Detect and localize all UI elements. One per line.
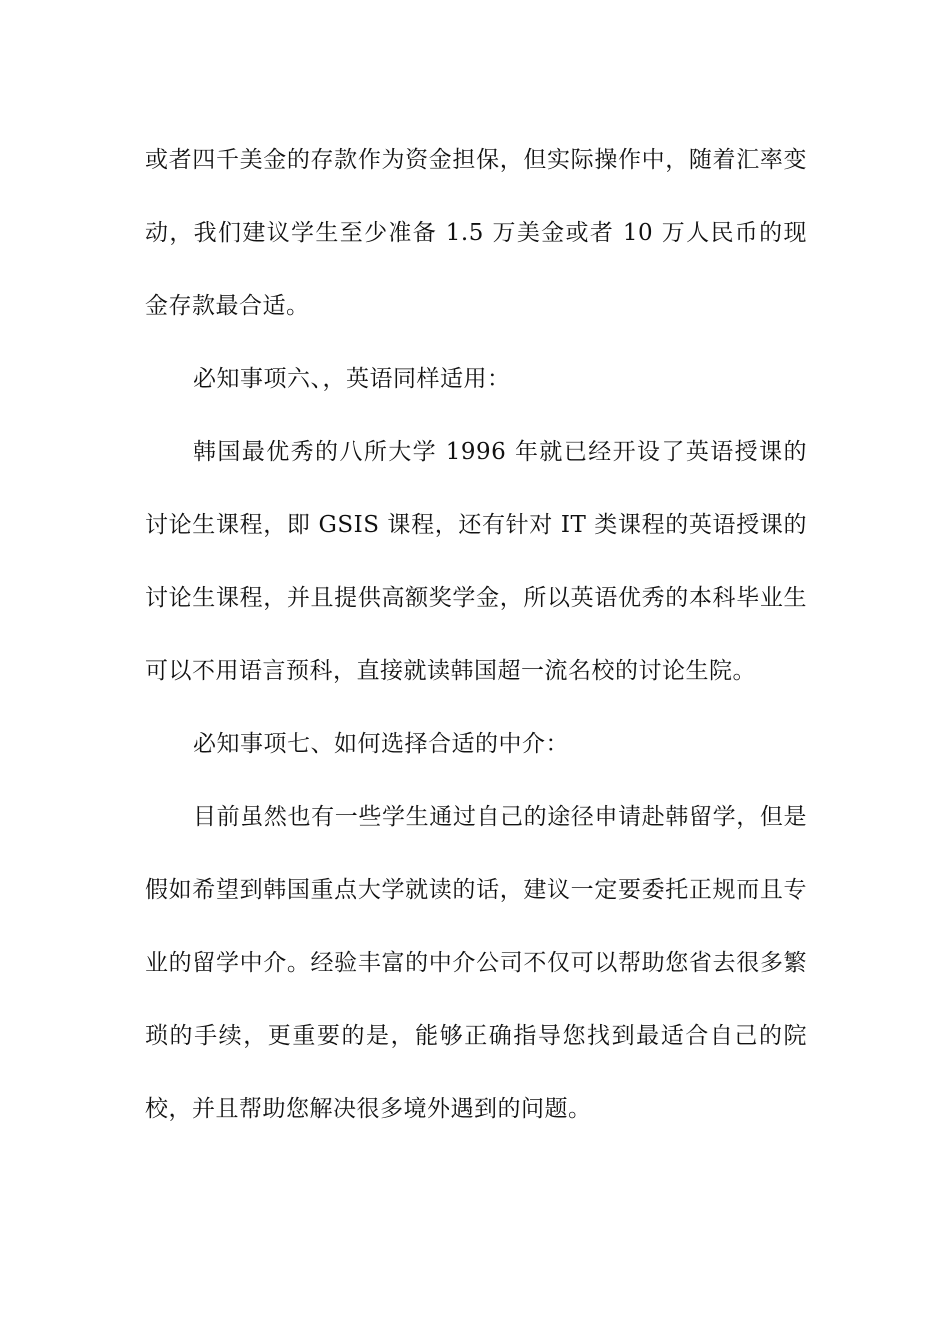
paragraph-item-six-heading: 必知事项六、，英语同样适用：	[193, 366, 511, 392]
paragraph-item-seven-heading: 必知事项七、如何选择合适的中介：	[193, 731, 569, 757]
document-body	[145, 124, 807, 1146]
paragraph-agency-advice: 目前虽然也有一些学生通过自己的途径申请赴韩留学，但是假如希望到韩国重点大学就读的话，建议一定要委托正规而且专业的留学中介。经验丰富的中介公司不仅可以帮助您省去很多繁琐的手续，更重要的是，能够正确指导您找到最适合自己的院校，并且帮助您解决很多境外遇到的问题。	[145, 804, 807, 1122]
paragraph-deposit-continuation: 或者四千美金的存款作为资金担保，但实际操作中，随着汇率变动，我们建议学生至少准备 1.5 万美金或者 10 万人民币的现金存款最合适。	[145, 147, 807, 319]
paragraph-english-programs: 韩国最优秀的八所大学 1996 年就已经开设了英语授课的讨论生课程，即 GSIS 课程，还有针对 IT 类课程的英语授课的讨论生课程，并且提供高额奖学金，所以英语优秀的本科毕业生可以不用语言预科，直接就读韩国超一流名校的讨论生院。	[145, 439, 807, 684]
